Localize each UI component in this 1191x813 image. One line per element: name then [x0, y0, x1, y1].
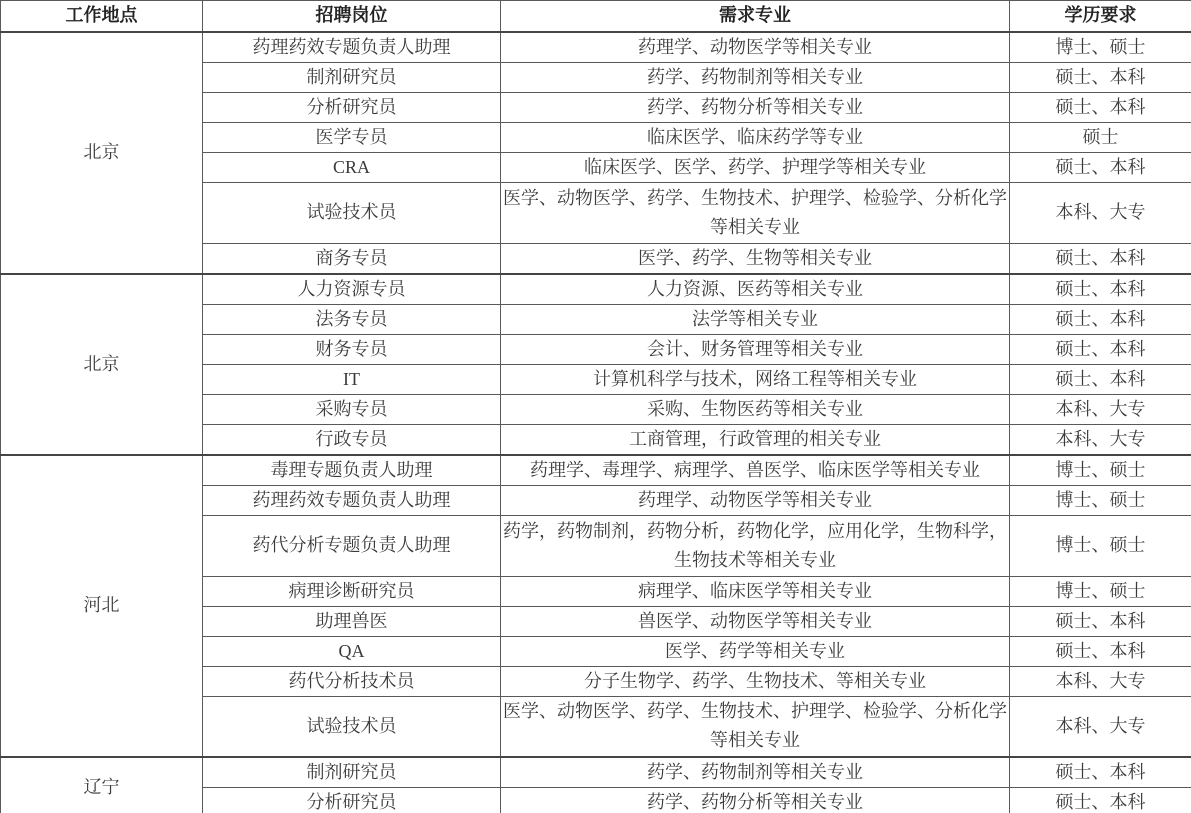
cell-position: CRA [203, 152, 501, 182]
table-row [1, 757, 1191, 788]
cell-degree: 硕士、本科 [1010, 334, 1191, 364]
cell-major: 病理学、临床医学等相关专业 [501, 576, 1010, 606]
cell-position: 人力资源专员 [203, 274, 501, 305]
cell-major: 医学、药学等相关专业 [501, 636, 1010, 666]
cell-position: 试验技术员 [203, 696, 501, 757]
cell-degree: 博士、硕士 [1010, 32, 1191, 63]
cell-degree: 博士、硕士 [1010, 485, 1191, 515]
cell-major: 兽医学、动物医学等相关专业 [501, 606, 1010, 636]
cell-position: 分析研究员 [203, 92, 501, 122]
column-header-position: 招聘岗位 [203, 1, 501, 32]
cell-major: 药学、药物分析等相关专业 [501, 92, 1010, 122]
cell-degree: 本科、大专 [1010, 394, 1191, 424]
cell-position: 商务专员 [203, 243, 501, 274]
cell-location: 辽宁 [1, 757, 203, 813]
cell-major: 临床医学、医学、药学、护理学等相关专业 [501, 152, 1010, 182]
cell-degree: 硕士、本科 [1010, 606, 1191, 636]
cell-position: 药理药效专题负责人助理 [203, 485, 501, 515]
cell-position: 助理兽医 [203, 606, 501, 636]
cell-degree: 硕士 [1010, 122, 1191, 152]
cell-major: 医学、药学、生物等相关专业 [501, 243, 1010, 274]
cell-position: IT [203, 364, 501, 394]
cell-major: 采购、生物医药等相关专业 [501, 394, 1010, 424]
cell-major: 药学、药物分析等相关专业 [501, 788, 1010, 813]
cell-position: 药代分析技术员 [203, 666, 501, 696]
table-row [1, 274, 1191, 305]
cell-position: 药理药效专题负责人助理 [203, 32, 501, 63]
cell-major: 药理学、动物医学等相关专业 [501, 32, 1010, 63]
cell-degree: 硕士、本科 [1010, 304, 1191, 334]
cell-major: 药理学、毒理学、病理学、兽医学、临床医学等相关专业 [501, 455, 1010, 486]
cell-position: 试验技术员 [203, 182, 501, 243]
cell-major: 药学、药物制剂等相关专业 [501, 757, 1010, 788]
table-row [1, 455, 1191, 486]
cell-degree: 博士、硕士 [1010, 576, 1191, 606]
cell-location: 河北 [1, 455, 203, 758]
cell-degree: 硕士、本科 [1010, 788, 1191, 813]
cell-location: 北京 [1, 274, 203, 455]
cell-location: 北京 [1, 32, 203, 274]
cell-position: 法务专员 [203, 304, 501, 334]
cell-degree: 硕士、本科 [1010, 243, 1191, 274]
cell-major: 会计、财务管理等相关专业 [501, 334, 1010, 364]
cell-degree: 硕士、本科 [1010, 364, 1191, 394]
cell-degree: 硕士、本科 [1010, 152, 1191, 182]
cell-degree: 本科、大专 [1010, 666, 1191, 696]
cell-major: 人力资源、医药等相关专业 [501, 274, 1010, 305]
cell-degree: 硕士、本科 [1010, 62, 1191, 92]
cell-degree: 硕士、本科 [1010, 274, 1191, 305]
cell-position: 财务专员 [203, 334, 501, 364]
cell-position: 医学专员 [203, 122, 501, 152]
cell-position: 病理诊断研究员 [203, 576, 501, 606]
cell-major: 计算机科学与技术，网络工程等相关专业 [501, 364, 1010, 394]
cell-degree: 硕士、本科 [1010, 636, 1191, 666]
cell-position: 药代分析专题负责人助理 [203, 515, 501, 576]
cell-major: 法学等相关专业 [501, 304, 1010, 334]
cell-major: 工商管理，行政管理的相关专业 [501, 424, 1010, 455]
cell-major: 分子生物学、药学、生物技术、等相关专业 [501, 666, 1010, 696]
cell-major: 医学、动物医学、药学、生物技术、护理学、检验学、分析化学等相关专业 [501, 696, 1010, 757]
cell-degree: 博士、硕士 [1010, 455, 1191, 486]
cell-position: 行政专员 [203, 424, 501, 455]
cell-position: 分析研究员 [203, 788, 501, 813]
cell-major: 药学、药物制剂等相关专业 [501, 62, 1010, 92]
cell-degree: 硕士、本科 [1010, 757, 1191, 788]
cell-degree: 本科、大专 [1010, 696, 1191, 757]
column-header-major: 需求专业 [501, 1, 1010, 32]
cell-position: 采购专员 [203, 394, 501, 424]
cell-major: 药学，药物制剂，药物分析，药物化学，应用化学，生物科学，生物技术等相关专业 [501, 515, 1010, 576]
header-row [1, 1, 1191, 32]
cell-major: 医学、动物医学、药学、生物技术、护理学、检验学、分析化学等相关专业 [501, 182, 1010, 243]
cell-major: 临床医学、临床药学等专业 [501, 122, 1010, 152]
cell-position: 制剂研究员 [203, 757, 501, 788]
cell-position: QA [203, 636, 501, 666]
table-row [1, 32, 1191, 63]
cell-degree: 本科、大专 [1010, 424, 1191, 455]
cell-degree: 本科、大专 [1010, 182, 1191, 243]
cell-major: 药理学、动物医学等相关专业 [501, 485, 1010, 515]
cell-degree: 硕士、本科 [1010, 92, 1191, 122]
cell-position: 毒理专题负责人助理 [203, 455, 501, 486]
cell-degree: 博士、硕士 [1010, 515, 1191, 576]
column-header-location: 工作地点 [1, 1, 203, 32]
cell-position: 制剂研究员 [203, 62, 501, 92]
column-header-degree: 学历要求 [1010, 1, 1191, 32]
